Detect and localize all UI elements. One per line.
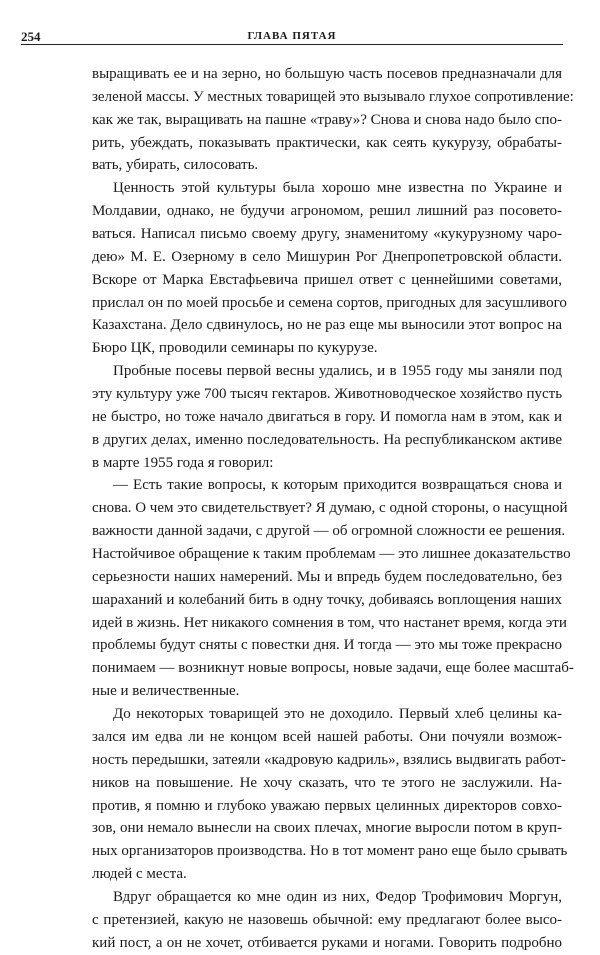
text-line: ность передышки, затеяли «кадровую кадриль», взялись выдвигать работ- [92,751,566,768]
text-line: Настойчивое обращение к таким проблемам — это лишнее доказательство [92,546,571,563]
text-line: эту культуру уже 700 тысяч гектаров. Животноводческое хозяйство пусть [92,386,563,403]
chapter-title: ГЛАВА ПЯТАЯ [247,30,337,42]
text-line: важности данной задачи, с другой — об огромной сложности ее решения. [92,523,566,540]
text-line: выращивать ее и на зерно, но большую часть посевов предназначали для [92,66,562,82]
paragraph [92,177,567,360]
text-line: зеленой массы. У местных товарищей это вызывало глухое сопротивление: [92,88,574,105]
text-line: против, я помню и глубоко уважаю первых целинных директоров совхо- [92,797,562,814]
text-line: рить, убеждать, показывать практически, как сеять кукурузу, обрабаты- [92,134,562,151]
text-line: в марте 1955 года я говорил: [92,454,274,471]
paragraph [92,63,574,177]
text-line: Вдруг обращается ко мне один из них, Федор Трофимович Моргун, [113,888,562,905]
text-line: вать, убирать, силосовать. [92,157,259,174]
text-line: кий пост, а он не хочет, отбивается руками и ногами. Говорить подробно [92,934,562,951]
text-line: — Есть такие вопросы, к которым приходится возвращаться снова и [113,477,562,494]
text-line: как же так, выращивать на пашне «траву»? Снова и снова надо было спо- [92,111,562,128]
text-line: понимаем — возникнут новые вопросы, новые задачи, еще более масштаб- [92,660,574,677]
text-line: ных организаторов производства. Но в тот момент рано еще было срывать [92,843,568,860]
text-line: зов, они немало вынесли на своих плечах, многие выросли потом в круп- [92,820,562,837]
paragraph [92,360,562,474]
page-number: 254 [21,29,41,44]
text-line: зался им едва ли не концом всей нашей работы. Они почуяли возмож- [92,728,562,745]
text-line: Казахстана. Дело сдвинулось, но не раз еще мы выносили этот вопрос на [92,317,562,334]
text-line: ные и величественные. [92,683,240,700]
text-line: дею» М. Е. Озерному в село Мишурин Рог Днепропетровской области. [92,248,562,265]
paragraph [92,886,562,955]
text-line: Бюро ЦК, проводили семинары по кукурузе. [92,340,378,357]
paragraph [92,703,568,886]
text-line: не быстро, но тоже начало двигаться в гору. И помогла нам в этом, как и [92,408,562,425]
text-line: Ценность этой культуры была хорошо мне известна по Украине и [113,180,562,197]
text-line: людей с места. [92,866,187,883]
text-line: с претензией, какую не назовешь обычной: ему предлагают более высо- [92,911,562,928]
text-line: ников на повышение. Не хочу сказать, что те этого не заслужили. На- [92,774,562,791]
text-line: проблемы будут сняты с повестки дня. И тогда — это мы тоже прекрасно [92,637,562,654]
text-line: Вскоре от Марка Евстафьевича пришел ответ с ценнейшими советами, [92,271,562,288]
text-line: шараханий и колебаний бить в одну точку, добиваясь воплощения наших [92,591,562,608]
page-body-text [92,63,574,955]
text-line: ваться. Написал письмо своему другу, знаменитому «кукурузному чаро- [92,226,562,243]
text-line: До некоторых товарищей это не доходило. Первый хлеб целины ка- [113,706,562,723]
text-line: серьезности наших намерений. Мы и впредь будем последовательно, без [92,568,562,585]
text-line: снова. О чем это свидетельствует? Я думаю, с одной стороны, о насущной [92,500,568,517]
text-line: идей в жизнь. Нет никакого сомнения в том, что настанет время, когда эти [92,614,567,631]
paragraph [92,474,574,703]
text-line: в других делах, именно последовательность. На республиканском активе [92,431,562,448]
text-line: Пробные посевы первой весны удались, и в 1955 году мы заняли под [113,363,562,380]
running-header [21,28,563,45]
text-line: Молдавии, однако, не будучи агрономом, решил лишний раз посовето- [92,203,562,220]
text-line: прислал он по моей просьбе и семена сортов, пригодных для засушливого [92,294,567,311]
